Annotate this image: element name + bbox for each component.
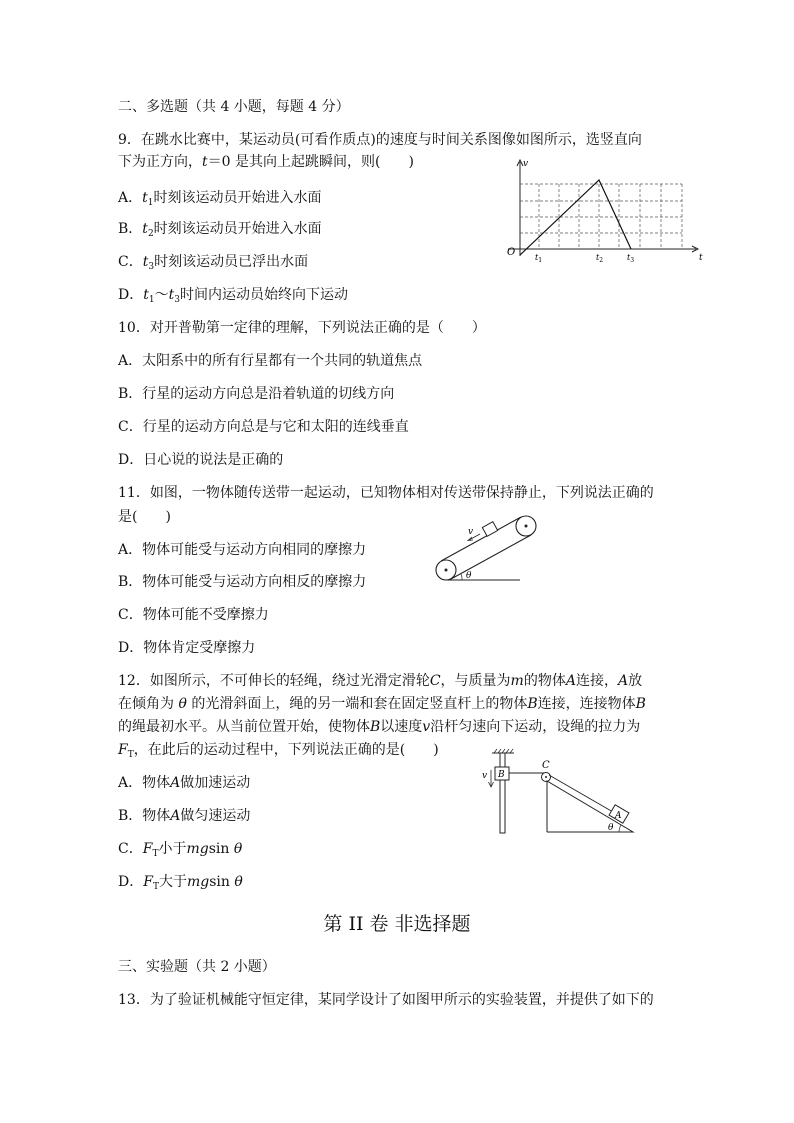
- section-2-title: 第 II 卷 非选择题: [323, 913, 471, 935]
- q12-pulley-incline-figure: [478, 748, 638, 838]
- q9-stem-line1: 9．在跳水比赛中，某运动员(可看作质点)的速度与时间关系图像如图所示，选竖直向: [118, 132, 642, 148]
- q11-fig-angle-label: θ: [466, 571, 472, 581]
- q11-block-object: [482, 522, 497, 537]
- q12-option-d: D．$F_T$大于mgsin θ: [118, 874, 243, 892]
- q12-fig-theta-label: θ: [608, 823, 614, 833]
- q12-stem-line3: 的绳最初水平。从当前位置开始，使物体B以速度v沿杆匀速向下运动，设绳的拉力为: [118, 719, 641, 735]
- q12-option-b: B．物体A做匀速运动: [118, 808, 251, 824]
- q10-option-b: B．行星的运动方向总是沿着轨道的切线方向: [118, 386, 395, 402]
- q10-stem: 10．对开普勒第一定律的理解，下列说法正确的是（ ）: [118, 320, 486, 336]
- q11-fig-velocity-label: v: [468, 527, 474, 537]
- q12-fig-b-label: B: [498, 770, 505, 780]
- q12-stem-line2: 在倾角为 θ 的光滑斜面上，绳的另一端和套在固定竖直杆上的物体B连接，连接物体B: [118, 696, 646, 712]
- q12-option-c: C．$F_T$小于mgsin θ: [118, 841, 243, 859]
- q12-stem-line1: 12．如图所示，不可伸长的轻绳，绕过光滑定滑轮C，与质量为m的物体A连接，A放: [118, 673, 643, 689]
- q12-fig-c-label: C: [542, 760, 550, 771]
- q11-stem-line2: 是( ): [118, 509, 171, 525]
- q10-option-a: A．太阳系中的所有行星都有一个共同的轨道焦点: [118, 353, 423, 369]
- q12-fig-a-label: A: [615, 811, 622, 821]
- q12-stem-line4: $F_T$，在此后的运动过程中，下列说法正确的是( ): [118, 742, 439, 760]
- q11-option-c: C．物体可能不受摩擦力: [118, 607, 269, 623]
- q11-stem-line1: 11．如图，一物体随传送带一起运动，已知物体相对传送带保持静止，下列说法正确的: [118, 485, 654, 501]
- q13-stem-line1: 13．为了验证机械能守恒定律，某同学设计了如图甲所示的实验装置，并提供了如下的: [118, 992, 654, 1008]
- q12-fig-v-label: v: [482, 771, 488, 781]
- q12-option-a: A．物体A做加速运动: [118, 775, 251, 791]
- q11-conveyor-belt-figure: [428, 508, 548, 584]
- q9-graph-origin-label: O: [507, 247, 516, 258]
- q10-option-c: C．行星的运动方向总是与它和太阳的连线垂直: [118, 419, 409, 435]
- q9-option-b: B．$t_2$时刻该运动员开始进入水面: [118, 221, 322, 239]
- section-multi-choice-heading: 二、多选题（共 4 小题，每题 4 分）: [118, 99, 350, 115]
- q9-option-d: D．$t_1\sim t_3$时间内运动员始终向下运动: [118, 287, 348, 305]
- q9-option-a: A．$t_1$时刻该运动员开始进入水面: [118, 190, 322, 208]
- q11-option-b: B．物体可能受与运动方向相反的摩擦力: [118, 574, 367, 590]
- q9-stem-line2: 下为正方向，t＝0 是其向上起跳瞬间，则( ): [118, 154, 414, 170]
- q9-graph-velocity-line: [520, 180, 631, 255]
- q9-graph-t2-label: $t_2$: [596, 253, 604, 264]
- q9-velocity-time-graph: [500, 156, 710, 268]
- q11-option-d: D．物体肯定受摩擦力: [118, 640, 256, 656]
- q9-graph-x-label: t: [699, 253, 703, 263]
- q9-graph-t3-label: $t_3$: [627, 253, 635, 264]
- q9-graph-t1-label: $t_1$: [535, 253, 543, 264]
- q10-option-d: D．日心说的说法是正确的: [118, 452, 284, 468]
- section-experiment-heading: 三、实验题（共 2 小题）: [118, 959, 276, 975]
- q9-option-c: C．$t_3$时刻该运动员已浮出水面: [118, 254, 309, 272]
- q9-graph-y-label: v: [523, 159, 529, 169]
- q11-option-a: A．物体可能受与运动方向相同的摩擦力: [118, 542, 367, 558]
